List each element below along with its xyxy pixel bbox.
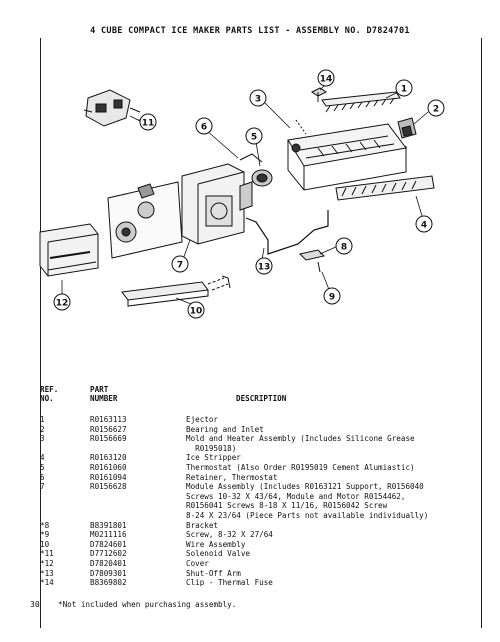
shut-off-arm-drawing: [246, 210, 328, 254]
svg-text:2: 2: [432, 104, 440, 115]
svg-text:5: 5: [250, 132, 258, 143]
description-cell: Module Assembly (Includes R0163121 Support, R0156040: [186, 482, 424, 492]
table-row: [40, 444, 480, 453]
ref-cell: *11: [40, 549, 54, 559]
description-cell: Bearing and Inlet: [186, 424, 264, 434]
header-description: DESCRIPTION: [236, 394, 287, 403]
svg-text:13: 13: [257, 262, 271, 273]
svg-text:12: 12: [55, 298, 69, 309]
svg-text:4: 4: [420, 220, 428, 231]
ref-cell: 7: [40, 482, 45, 492]
table-row: [40, 540, 480, 549]
part-number-cell: R0156627: [90, 424, 127, 434]
description-cell: 8-24 X 23/64 (Piece Parts not available individually): [186, 511, 429, 520]
header-ref: REF. NO.: [40, 385, 59, 403]
ref-cell: 4: [40, 453, 45, 463]
ref-cell: 3: [40, 434, 45, 444]
ref-cell: 5: [40, 463, 45, 472]
svg-text:6: 6: [200, 122, 208, 133]
ref-cell: *14: [40, 578, 54, 588]
svg-text:10: 10: [189, 306, 203, 317]
part-number-cell: M0211116: [90, 530, 127, 540]
callout-13: [256, 258, 272, 274]
ice-stripper-drawing: [336, 176, 434, 200]
ref-cell: 10: [40, 539, 50, 549]
svg-text:11: 11: [141, 118, 155, 129]
description-cell: Retainer, Thermostat: [186, 472, 278, 482]
description-cell: Screws 10-32 X 43/64, Module and Motor R0154462,: [186, 491, 406, 501]
table-row: [40, 501, 480, 510]
callout-11: [140, 114, 156, 130]
bracket-drawing: [300, 250, 324, 272]
table-row: [40, 482, 480, 491]
ref-cell: 1: [40, 415, 45, 424]
callout-9: [324, 288, 340, 304]
table-row: [40, 492, 480, 501]
callout-10: [188, 302, 204, 318]
table-row: [40, 549, 480, 558]
callout-6: [196, 118, 212, 134]
table-row: [40, 453, 480, 462]
description-cell: R0195018): [186, 443, 237, 453]
description-cell: Screw, 8-32 X 27/64: [186, 530, 273, 540]
table-row: [40, 425, 480, 434]
table-row: [40, 559, 480, 568]
description-cell: Thermostat (Also Order R0195019 Cement Alumiastic): [186, 463, 415, 472]
svg-text:3: 3: [254, 94, 262, 105]
ref-cell: *8: [40, 520, 50, 530]
header-part: PART NUMBER: [90, 385, 118, 403]
footnote: *Not included when purchasing assembly.: [58, 600, 237, 609]
table-row: [40, 415, 480, 424]
callout-14: [318, 70, 334, 86]
table-row: [40, 530, 480, 539]
table-row: [40, 463, 480, 472]
page-number: 30: [30, 600, 40, 609]
description-cell: Ejector: [186, 415, 219, 424]
callout-1: [396, 80, 412, 96]
thermostat-drawing: [240, 154, 272, 186]
ref-cell: *12: [40, 559, 54, 568]
part-number-cell: D7820401: [90, 559, 127, 568]
table-row: [40, 511, 480, 520]
ejector-drawing: [322, 92, 400, 112]
table-row: [40, 578, 480, 587]
description-cell: Mold and Heater Assembly (Includes Silicone Grease: [186, 434, 415, 444]
description-cell: Cover: [186, 559, 209, 568]
part-number-cell: R0161060: [90, 463, 127, 472]
table-row: [40, 434, 480, 443]
svg-text:9: 9: [328, 292, 336, 303]
mold-heater-assembly-drawing: [288, 120, 406, 190]
part-number-cell: R0156669: [90, 434, 127, 444]
ref-cell: 6: [40, 472, 45, 482]
description-cell: Solenoid Valve: [186, 549, 251, 559]
ref-cell: 2: [40, 424, 45, 434]
callout-12: [54, 294, 70, 310]
description-cell: Clip - Thermal Fuse: [186, 578, 273, 588]
cover-drawing: [40, 224, 98, 276]
svg-text:8: 8: [340, 242, 348, 253]
callout-7: [172, 256, 188, 272]
part-number-cell: R0163120: [90, 453, 127, 463]
part-number-cell: D7809301: [90, 568, 127, 578]
page-title: 4 CUBE COMPACT ICE MAKER PARTS LIST - ASSEMBLY NO. D7824701: [90, 26, 410, 36]
table-row: [40, 521, 480, 530]
part-number-cell: R0163113: [90, 415, 127, 424]
description-cell: Bracket: [186, 520, 219, 530]
description-cell: Ice Stripper: [186, 453, 241, 463]
wire-assembly-drawing: [122, 276, 230, 306]
part-number-cell: R0161094: [90, 472, 127, 482]
description-cell: Wire Assembly: [186, 539, 246, 549]
part-number-cell: R0156628: [90, 482, 127, 492]
description-cell: Shut-Off Arm: [186, 568, 241, 578]
bearing-inlet-drawing: [398, 118, 416, 138]
module-assembly-drawing: [108, 164, 252, 258]
svg-text:14: 14: [319, 74, 333, 85]
svg-text:1: 1: [400, 84, 408, 95]
description-cell: R0156041 Screws 8-18 X 11/16, R0156042 Screw: [186, 501, 388, 511]
part-number-cell: D7712602: [90, 549, 127, 559]
solenoid-valve-drawing: [84, 90, 140, 126]
callout-3: [250, 90, 266, 106]
callout-2: [428, 100, 444, 116]
svg-text:7: 7: [176, 260, 184, 271]
callout-8: [336, 238, 352, 254]
part-number-cell: D7824601: [90, 539, 127, 549]
ref-cell: *9: [40, 530, 50, 540]
part-number-cell: B8369802: [90, 578, 127, 588]
table-row: [40, 569, 480, 578]
table-row: [40, 473, 480, 482]
ref-cell: *13: [40, 568, 54, 578]
callout-5: [246, 128, 262, 144]
part-number-cell: B8391801: [90, 520, 127, 530]
callout-4: [416, 216, 432, 232]
